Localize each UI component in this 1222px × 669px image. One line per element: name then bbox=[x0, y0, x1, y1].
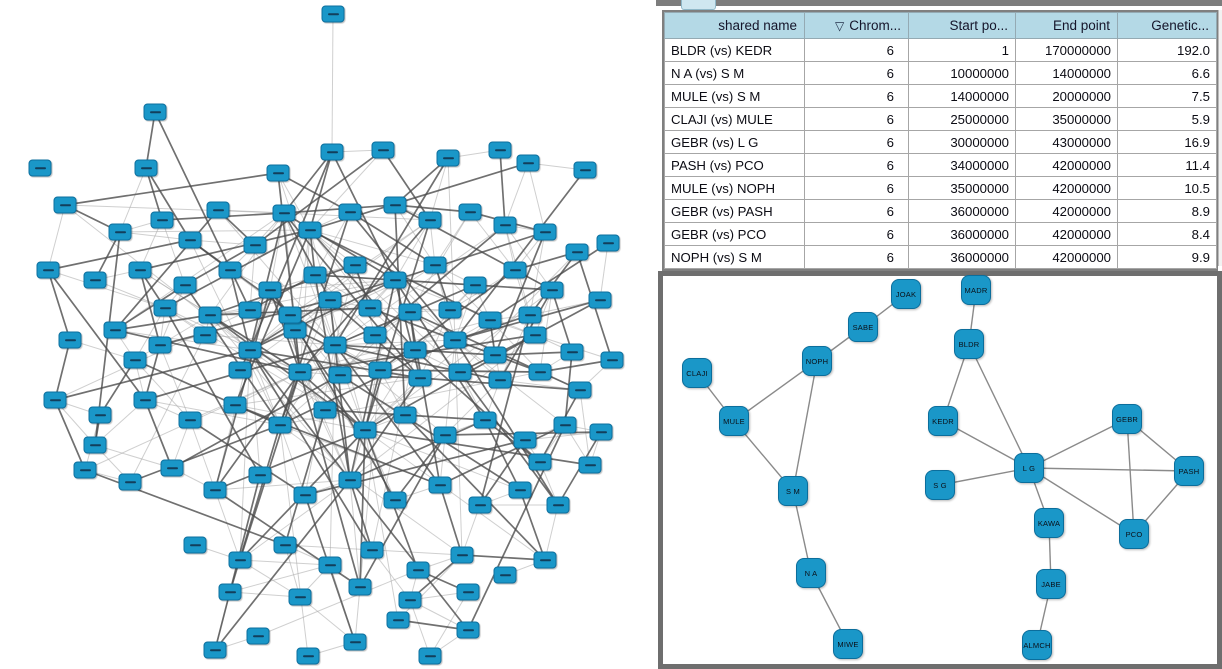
overview-edge bbox=[55, 400, 85, 470]
overview-node[interactable] bbox=[229, 362, 252, 379]
overview-node[interactable] bbox=[534, 224, 557, 241]
overview-node[interactable] bbox=[274, 537, 297, 554]
overview-node[interactable] bbox=[409, 370, 432, 387]
overview-node[interactable] bbox=[399, 592, 422, 609]
overview-node[interactable] bbox=[319, 557, 342, 574]
table-cell: 14000000 bbox=[1016, 62, 1118, 85]
overview-node[interactable] bbox=[279, 307, 302, 324]
overview-node[interactable] bbox=[449, 364, 472, 381]
table-cell: 42000000 bbox=[1016, 154, 1118, 177]
overview-node[interactable] bbox=[474, 412, 497, 429]
detail-node-noph[interactable]: NOPH bbox=[802, 346, 832, 376]
overview-node[interactable] bbox=[589, 292, 612, 309]
overview-node[interactable] bbox=[457, 584, 480, 601]
overview-node[interactable] bbox=[304, 267, 327, 284]
table-cell: 20000000 bbox=[1016, 85, 1118, 108]
table-cell: 6 bbox=[805, 154, 909, 177]
overview-node[interactable] bbox=[273, 205, 296, 222]
detail-node-almch[interactable]: ALMCH bbox=[1022, 630, 1052, 660]
overview-node[interactable] bbox=[590, 424, 613, 441]
table-cell: 11.4 bbox=[1118, 154, 1217, 177]
overview-node[interactable] bbox=[247, 628, 270, 645]
overview-node[interactable] bbox=[399, 304, 422, 321]
overview-node[interactable] bbox=[322, 6, 345, 23]
table-cell: 42000000 bbox=[1016, 223, 1118, 246]
overview-edge bbox=[146, 168, 190, 240]
overview-node[interactable] bbox=[601, 352, 624, 369]
edge-attribute-table bbox=[664, 12, 1217, 269]
overview-node[interactable] bbox=[439, 302, 462, 319]
detail-node-n-a[interactable]: N A bbox=[796, 558, 826, 588]
overview-node[interactable] bbox=[179, 412, 202, 429]
detail-node-miwe[interactable]: MIWE bbox=[833, 629, 863, 659]
overview-node[interactable] bbox=[369, 362, 392, 379]
table-cell: CLAJI (vs) MULE bbox=[665, 108, 805, 131]
overview-node[interactable] bbox=[184, 537, 207, 554]
overview-node[interactable] bbox=[249, 467, 272, 484]
table-cell: 6 bbox=[805, 85, 909, 108]
table-cell: 10.5 bbox=[1118, 177, 1217, 200]
overview-node[interactable] bbox=[387, 612, 410, 629]
overview-node[interactable] bbox=[84, 272, 107, 289]
overview-node[interactable] bbox=[29, 160, 52, 177]
table-cell: 43000000 bbox=[1016, 131, 1118, 154]
table-cell: NOPH (vs) S M bbox=[665, 246, 805, 269]
overview-node[interactable] bbox=[547, 497, 570, 514]
table-cell: 36000000 bbox=[909, 200, 1016, 223]
table-cell: 14000000 bbox=[909, 85, 1016, 108]
table-cell: 6 bbox=[805, 39, 909, 62]
table-cell: 1 bbox=[909, 39, 1016, 62]
overview-node[interactable] bbox=[239, 302, 262, 319]
overview-node[interactable] bbox=[484, 347, 507, 364]
overview-node[interactable] bbox=[149, 337, 172, 354]
overview-edge bbox=[530, 232, 545, 315]
overview-node[interactable] bbox=[349, 579, 372, 596]
overview-node[interactable] bbox=[509, 482, 532, 499]
table-cell: 36000000 bbox=[909, 223, 1016, 246]
table-cell: 6 bbox=[805, 200, 909, 223]
overview-node[interactable] bbox=[384, 272, 407, 289]
overview-node[interactable] bbox=[597, 235, 620, 252]
overview-node[interactable] bbox=[574, 162, 597, 179]
overview-edge bbox=[48, 270, 70, 340]
overview-node[interactable] bbox=[224, 397, 247, 414]
table-cell: 8.4 bbox=[1118, 223, 1217, 246]
detail-edge bbox=[969, 344, 1029, 468]
table-cell: 6 bbox=[805, 177, 909, 200]
column-header-chrom[interactable]: ▽ Chrom... bbox=[805, 13, 909, 39]
overview-node[interactable] bbox=[451, 547, 474, 564]
detail-node-gebr[interactable]: GEBR bbox=[1112, 404, 1142, 434]
overview-edge bbox=[48, 205, 65, 270]
overview-node[interactable] bbox=[569, 382, 592, 399]
horizontal-scrollbar-thumb[interactable] bbox=[681, 0, 716, 10]
overview-node[interactable] bbox=[54, 197, 77, 214]
detail-node-kawa[interactable]: KAWA bbox=[1034, 508, 1064, 538]
overview-node[interactable] bbox=[437, 150, 460, 167]
table-cell: 7.5 bbox=[1118, 85, 1217, 108]
overview-node[interactable] bbox=[489, 142, 512, 159]
table-cell: 10000000 bbox=[909, 62, 1016, 85]
overview-node[interactable] bbox=[135, 160, 158, 177]
overview-node[interactable] bbox=[424, 257, 447, 274]
overview-node[interactable] bbox=[354, 422, 377, 439]
detail-node-joak[interactable]: JOAK bbox=[891, 279, 921, 309]
overview-edge bbox=[235, 405, 365, 430]
overview-node[interactable] bbox=[294, 487, 317, 504]
overview-node[interactable] bbox=[464, 277, 487, 294]
overview-node[interactable] bbox=[344, 634, 367, 651]
overview-node[interactable] bbox=[207, 202, 230, 219]
table-cell: 35000000 bbox=[1016, 108, 1118, 131]
overview-node[interactable] bbox=[269, 417, 292, 434]
overview-node[interactable] bbox=[444, 332, 467, 349]
overview-node[interactable] bbox=[229, 552, 252, 569]
overview-node[interactable] bbox=[339, 204, 362, 221]
overview-edge bbox=[365, 430, 590, 465]
table-cell: 6 bbox=[805, 131, 909, 154]
table-cell: PASH (vs) PCO bbox=[665, 154, 805, 177]
table-row[interactable] bbox=[665, 200, 1217, 223]
overview-node[interactable] bbox=[514, 432, 537, 449]
detail-node-madr[interactable]: MADR bbox=[961, 275, 991, 305]
window-top-strip bbox=[656, 0, 1222, 6]
table-cell: GEBR (vs) PCO bbox=[665, 223, 805, 246]
overview-node[interactable] bbox=[161, 460, 184, 477]
overview-node[interactable] bbox=[394, 407, 417, 424]
overview-node[interactable] bbox=[44, 392, 67, 409]
table-cell: 8.9 bbox=[1118, 200, 1217, 223]
table-cell: N A (vs) S M bbox=[665, 62, 805, 85]
overview-node[interactable] bbox=[144, 104, 167, 121]
overview-node[interactable] bbox=[554, 417, 577, 434]
detail-node-jabe[interactable]: JABE bbox=[1036, 569, 1066, 599]
table-cell: 6 bbox=[805, 108, 909, 131]
table-row[interactable] bbox=[665, 39, 1217, 62]
overview-edge bbox=[332, 14, 333, 152]
table-cell: MULE (vs) NOPH bbox=[665, 177, 805, 200]
overview-node[interactable] bbox=[204, 642, 227, 659]
table-cell: GEBR (vs) L G bbox=[665, 131, 805, 154]
overview-node[interactable] bbox=[244, 237, 267, 254]
overview-edge bbox=[65, 173, 278, 205]
overview-node[interactable] bbox=[457, 622, 480, 639]
overview-edge bbox=[360, 435, 445, 587]
overview-node[interactable] bbox=[321, 144, 344, 161]
overview-node[interactable] bbox=[429, 477, 452, 494]
table-scrollbar-track[interactable] bbox=[1218, 10, 1222, 266]
table-cell: BLDR (vs) KEDR bbox=[665, 39, 805, 62]
overview-node[interactable] bbox=[37, 262, 60, 279]
overview-node[interactable] bbox=[151, 212, 174, 229]
overview-node[interactable] bbox=[259, 282, 282, 299]
overview-node[interactable] bbox=[74, 462, 97, 479]
overview-node[interactable] bbox=[219, 584, 242, 601]
table-cell: 16.9 bbox=[1118, 131, 1217, 154]
table-cell: 5.9 bbox=[1118, 108, 1217, 131]
table-cell: 36000000 bbox=[909, 246, 1016, 269]
overview-node[interactable] bbox=[529, 454, 552, 471]
table-row[interactable] bbox=[665, 246, 1217, 269]
detail-node-mule[interactable]: MULE bbox=[719, 406, 749, 436]
overview-node[interactable] bbox=[174, 277, 197, 294]
table-cell: 9.9 bbox=[1118, 246, 1217, 269]
overview-edge bbox=[520, 490, 545, 560]
overview-node[interactable] bbox=[504, 262, 527, 279]
table-cell: MULE (vs) S M bbox=[665, 85, 805, 108]
detail-node-pco[interactable]: PCO bbox=[1119, 519, 1149, 549]
table-row[interactable] bbox=[665, 223, 1217, 246]
overview-node[interactable] bbox=[204, 482, 227, 499]
overview-node[interactable] bbox=[359, 300, 382, 317]
overview-node[interactable] bbox=[407, 562, 430, 579]
overview-node[interactable] bbox=[384, 492, 407, 509]
detail-node-bldr[interactable]: BLDR bbox=[954, 329, 984, 359]
overview-node[interactable] bbox=[134, 392, 157, 409]
table-row[interactable] bbox=[665, 177, 1217, 200]
overview-node[interactable] bbox=[154, 300, 177, 317]
table-cell: 42000000 bbox=[1016, 177, 1118, 200]
overview-node[interactable] bbox=[579, 457, 602, 474]
detail-node-s-m[interactable]: S M bbox=[778, 476, 808, 506]
table-cell: 6 bbox=[805, 62, 909, 85]
overview-node[interactable] bbox=[324, 337, 347, 354]
detail-node-kedr[interactable]: KEDR bbox=[928, 406, 958, 436]
overview-node[interactable] bbox=[364, 327, 387, 344]
detail-node-sabe[interactable]: SABE bbox=[848, 312, 878, 342]
overview-node[interactable] bbox=[267, 165, 290, 182]
overview-node[interactable] bbox=[339, 472, 362, 489]
overview-edge bbox=[120, 230, 310, 232]
overview-node[interactable] bbox=[519, 307, 542, 324]
overview-node[interactable] bbox=[529, 364, 552, 381]
detail-edge bbox=[1127, 419, 1134, 534]
overview-node[interactable] bbox=[314, 402, 337, 419]
overview-node[interactable] bbox=[129, 262, 152, 279]
table-cell: 192.0 bbox=[1118, 39, 1217, 62]
overview-edge bbox=[440, 485, 462, 555]
overview-node[interactable] bbox=[219, 262, 242, 279]
overview-node[interactable] bbox=[494, 567, 517, 584]
overview-edge bbox=[528, 163, 545, 232]
detail-edge bbox=[1029, 468, 1189, 471]
overview-edge bbox=[215, 490, 240, 560]
overview-node[interactable] bbox=[541, 282, 564, 299]
overview-node[interactable] bbox=[534, 552, 557, 569]
overview-node[interactable] bbox=[59, 332, 82, 349]
column-header-shared-name[interactable]: shared name bbox=[665, 13, 805, 39]
table-header-row bbox=[665, 13, 1217, 39]
overview-node[interactable] bbox=[419, 648, 442, 665]
overview-node[interactable] bbox=[566, 244, 589, 261]
detail-node-l-g[interactable]: L G bbox=[1014, 453, 1044, 483]
overview-node[interactable] bbox=[494, 217, 517, 234]
overview-node[interactable] bbox=[104, 322, 127, 339]
overview-node[interactable] bbox=[361, 542, 384, 559]
column-header-end-point[interactable]: End point bbox=[1016, 13, 1118, 39]
overview-node[interactable] bbox=[319, 292, 342, 309]
overview-edge bbox=[500, 150, 505, 225]
overview-node[interactable] bbox=[489, 372, 512, 389]
overview-node[interactable] bbox=[479, 312, 502, 329]
overview-node[interactable] bbox=[239, 342, 262, 359]
detail-node-s-g[interactable]: S G bbox=[925, 470, 955, 500]
table-cell: 30000000 bbox=[909, 131, 1016, 154]
table-cell: 6 bbox=[805, 246, 909, 269]
overview-node[interactable] bbox=[119, 474, 142, 491]
overview-edge bbox=[65, 205, 284, 213]
overview-node[interactable] bbox=[297, 648, 320, 665]
overview-node[interactable] bbox=[404, 342, 427, 359]
table-cell: 25000000 bbox=[909, 108, 1016, 131]
overview-node[interactable] bbox=[561, 344, 584, 361]
detail-edge bbox=[793, 361, 817, 491]
table-cell: 170000000 bbox=[1016, 39, 1118, 62]
table-row[interactable] bbox=[665, 62, 1217, 85]
filter-icon[interactable]: ▽ bbox=[835, 19, 845, 33]
detail-node-pash[interactable]: PASH bbox=[1174, 456, 1204, 486]
overview-node[interactable] bbox=[419, 212, 442, 229]
column-header-genetic[interactable]: Genetic... bbox=[1118, 13, 1217, 39]
detail-network-panel bbox=[658, 271, 1222, 669]
table-row[interactable] bbox=[665, 131, 1217, 154]
overview-node[interactable] bbox=[284, 322, 307, 339]
overview-node[interactable] bbox=[459, 204, 482, 221]
overview-node[interactable] bbox=[344, 257, 367, 274]
table-cell: 42000000 bbox=[1016, 246, 1118, 269]
overview-node[interactable] bbox=[124, 352, 147, 369]
table-row[interactable] bbox=[665, 85, 1217, 108]
overview-node[interactable] bbox=[289, 364, 312, 381]
column-header-start-po[interactable]: Start po... bbox=[909, 13, 1016, 39]
overview-node[interactable] bbox=[299, 222, 322, 239]
table-cell: 42000000 bbox=[1016, 200, 1118, 223]
overview-node[interactable] bbox=[89, 407, 112, 424]
overview-node[interactable] bbox=[179, 232, 202, 249]
table-cell: GEBR (vs) PASH bbox=[665, 200, 805, 223]
detail-node-claji[interactable]: CLAJI bbox=[682, 358, 712, 388]
overview-edge bbox=[120, 168, 146, 232]
table-cell: 6.6 bbox=[1118, 62, 1217, 85]
overview-node[interactable] bbox=[289, 589, 312, 606]
table-cell: 6 bbox=[805, 223, 909, 246]
overview-node[interactable] bbox=[329, 367, 352, 384]
overview-node[interactable] bbox=[199, 307, 222, 324]
overview-node[interactable] bbox=[524, 327, 547, 344]
overview-node[interactable] bbox=[194, 327, 217, 344]
overview-node[interactable] bbox=[517, 155, 540, 172]
overview-node[interactable] bbox=[469, 497, 492, 514]
edge-table-panel bbox=[662, 10, 1218, 271]
table-cell: 35000000 bbox=[909, 177, 1016, 200]
table-cell: 34000000 bbox=[909, 154, 1016, 177]
table-body bbox=[665, 39, 1217, 269]
overview-node[interactable] bbox=[109, 224, 132, 241]
table-row[interactable] bbox=[665, 154, 1217, 177]
overview-node[interactable] bbox=[84, 437, 107, 454]
overview-node[interactable] bbox=[372, 142, 395, 159]
table-row[interactable] bbox=[665, 108, 1217, 131]
overview-node[interactable] bbox=[384, 197, 407, 214]
overview-node[interactable] bbox=[434, 427, 457, 444]
